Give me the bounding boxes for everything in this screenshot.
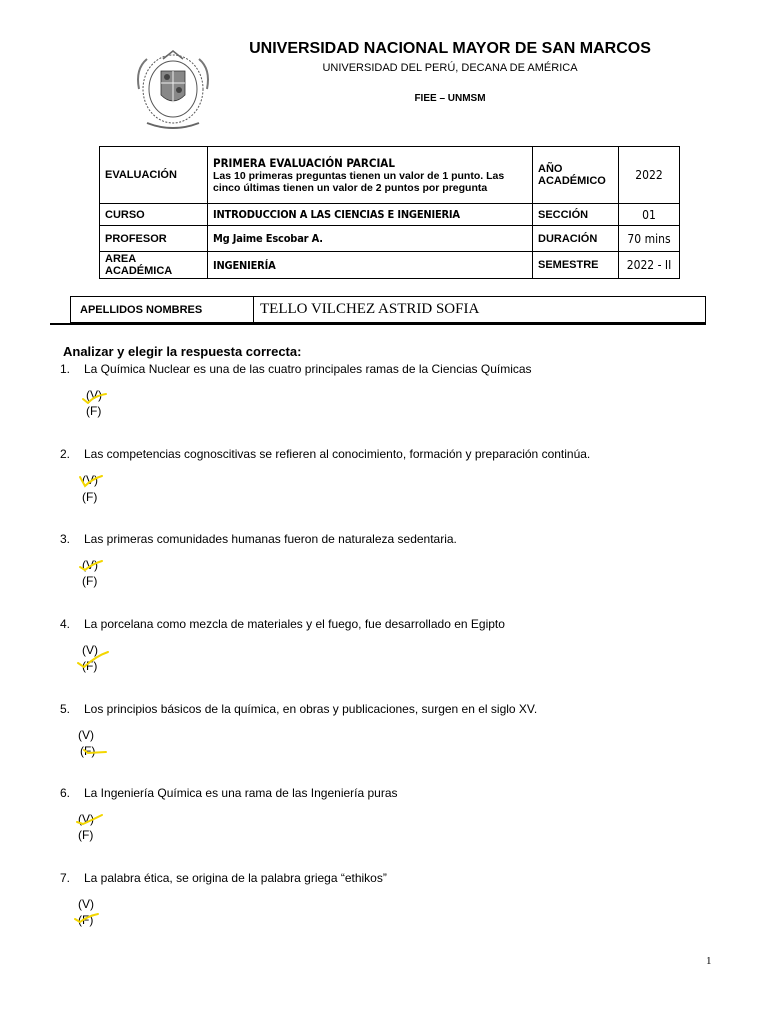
university-subtitle: UNIVERSIDAD DEL PERÚ, DECANA DE AMÉRICA (322, 62, 578, 74)
question-number: 6. (60, 786, 71, 800)
check-mark-icon (80, 390, 110, 406)
question-number: 3. (60, 532, 71, 546)
university-title: UNIVERSIDAD NACIONAL MAYOR DE SAN MARCOS (249, 40, 651, 57)
option-false[interactable]: (F) (80, 744, 96, 758)
option-false[interactable]: (F) (82, 490, 98, 504)
check-mark-icon (76, 558, 106, 574)
question-text: Las primeras comunidades humanas fueron de naturaleza sedentaria. (84, 532, 457, 546)
option-true[interactable]: (V) (82, 643, 98, 657)
option-false[interactable]: (F) (86, 404, 102, 418)
student-name-label: APELLIDOS NOMBRES (80, 304, 203, 316)
option-true[interactable]: (V) (78, 812, 94, 826)
option-true[interactable]: (V) (78, 897, 94, 911)
question-text: Las competencias cognoscitivas se refieren al conocimiento, formación y preparación continúa. (84, 447, 591, 461)
curso-value: INTRODUCCION A LAS CIENCIAS E INGENIERIA (208, 204, 533, 226)
check-mark-icon (74, 648, 114, 672)
question-number: 4. (60, 617, 71, 631)
curso-label: CURSO (100, 204, 208, 226)
option-false[interactable]: (F) (78, 828, 94, 842)
evaluacion-description: Las 10 primeras preguntas tienen un valor de 1 punto. Las cinco últimas tienen un valor de 2 puntos por pregunta (213, 169, 505, 194)
exam-info-table (99, 146, 680, 279)
question-number: 7. (60, 871, 71, 885)
check-mark-icon (72, 910, 104, 926)
duracion-label: DURACIÓN (533, 226, 619, 252)
seccion-label: SECCIÓN (533, 204, 619, 226)
instructions: Analizar y elegir la respuesta correcta: (63, 344, 302, 359)
semestre-value: 2022 - II (619, 252, 680, 279)
faculty-label: FIEE – UNMSM (414, 93, 486, 104)
question-text: La porcelana como mezcla de materiales y el fuego, fue desarrollado en Egipto (84, 617, 505, 631)
student-name-divider (253, 296, 254, 323)
question-number: 5. (60, 702, 71, 716)
option-false[interactable]: (F) (78, 913, 94, 927)
option-true[interactable]: (V) (82, 558, 98, 572)
question-number: 1. (60, 362, 71, 376)
profesor-label: PROFESOR (100, 226, 208, 252)
evaluacion-label: EVALUACIÓN (100, 147, 208, 204)
check-mark-icon (80, 742, 110, 758)
student-name-value: TELLO VILCHEZ ASTRID SOFIA (260, 301, 480, 317)
option-true[interactable]: (V) (86, 388, 102, 402)
evaluacion-cell (208, 147, 533, 204)
option-true[interactable]: (V) (82, 473, 98, 487)
evaluacion-title: PRIMERA EVALUACIÓN PARCIAL (213, 155, 395, 170)
check-mark-icon (74, 812, 106, 828)
page-number: 1 (706, 955, 712, 967)
area-label: AREA ACADÉMICA (100, 252, 208, 279)
question-text: La Ingeniería Química es una rama de las Ingeniería puras (84, 786, 398, 800)
option-true[interactable]: (V) (78, 728, 94, 742)
question-text: La palabra ética, se origina de la palabra griega “ethikos” (84, 871, 387, 885)
semestre-label: SEMESTRE (533, 252, 619, 279)
header-rule (50, 323, 706, 325)
question-text: La Química Nuclear es una de las cuatro principales ramas de la Ciencias Químicas (84, 362, 532, 376)
question-text: Los principios básicos de la química, en obras y publicaciones, surgen en el siglo XV. (84, 702, 538, 716)
seccion-value: 01 (619, 204, 680, 226)
option-false[interactable]: (F) (82, 659, 98, 673)
question-number: 2. (60, 447, 71, 461)
anio-label: AÑO ACADÉMICO (533, 147, 619, 204)
duracion-value: 70 mins (619, 226, 680, 252)
area-value: INGENIERÍA (208, 252, 533, 279)
check-mark-icon (76, 473, 106, 491)
option-false[interactable]: (F) (82, 574, 98, 588)
profesor-value: Mg Jaime Escobar A. (208, 226, 533, 252)
anio-value: 2022 (619, 147, 680, 204)
